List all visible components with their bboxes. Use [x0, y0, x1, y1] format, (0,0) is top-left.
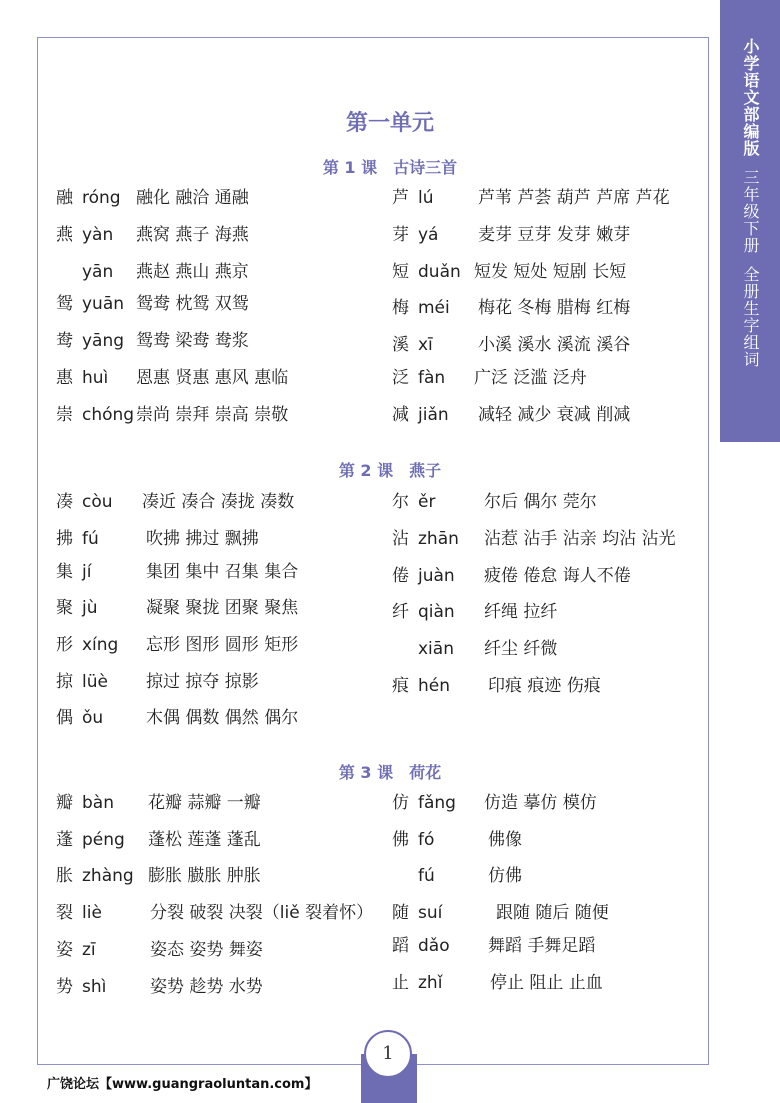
vocab-entry [56, 560, 376, 584]
vocab-char: 燕 [56, 225, 73, 245]
vocab-entry [56, 527, 376, 551]
vocab-entry [56, 791, 376, 815]
vocab-entry [56, 403, 376, 427]
vocab-words: 膨胀 臌胀 肿胀 [148, 866, 261, 886]
vocab-pinyin: fàn [418, 368, 446, 388]
page-number: 1 [364, 1030, 412, 1078]
vocab-char: 纤 [392, 602, 409, 622]
vocab-words: 纤绳 拉纤 [484, 602, 558, 622]
vocab-entry [56, 260, 376, 284]
vocab-entry [392, 828, 712, 852]
vocab-entry [392, 600, 712, 624]
vocab-entry [392, 791, 712, 815]
vocab-words: 木偶 偶数 偶然 偶尔 [146, 708, 299, 728]
vocab-pinyin: juàn [418, 566, 455, 586]
vocab-char: 止 [392, 973, 409, 993]
vocab-words: 融化 融洽 通融 [136, 188, 249, 208]
vocab-words: 停止 阻止 止血 [490, 973, 603, 993]
vocab-entry [392, 223, 712, 247]
vocab-pinyin: xī [418, 335, 433, 355]
unit-title: 第一单元 [345, 111, 434, 136]
vocab-entry [56, 901, 376, 925]
lesson-title: 第 1 课 古诗三首 [322, 158, 458, 177]
vocab-words: 集团 集中 召集 集合 [146, 562, 299, 582]
vocab-words: 忘形 图形 圆形 矩形 [146, 635, 299, 655]
vocab-pinyin: yān [82, 262, 114, 282]
vocab-pinyin: zhān [418, 529, 459, 549]
vocab-words: 纤尘 纤微 [484, 639, 558, 659]
vocab-pinyin: yuān [82, 294, 125, 314]
vocab-pinyin: qiàn [418, 602, 455, 622]
lesson-title: 第 3 课 荷花 [338, 763, 442, 782]
vocab-char: 姿 [56, 940, 73, 960]
vocab-entry [392, 260, 712, 284]
vocab-pinyin: yāng [82, 331, 125, 351]
vocab-char: 掠 [56, 672, 73, 692]
vocab-entry [56, 186, 376, 210]
vocab-char: 瓣 [56, 793, 73, 813]
vocab-char: 胀 [56, 866, 73, 886]
vocab-entry [392, 527, 712, 551]
vocab-words: 减轻 减少 衰减 削减 [478, 405, 631, 425]
vocab-entry [392, 296, 712, 320]
vocab-entry [392, 564, 712, 588]
vocab-char: 短 [392, 262, 409, 282]
vocab-entry [56, 938, 376, 962]
vocab-pinyin: jù [82, 598, 98, 618]
vocab-char: 泛 [392, 368, 409, 388]
vocab-char: 鸳 [56, 294, 73, 314]
vocab-words: 恩惠 贤惠 惠风 惠临 [136, 368, 289, 388]
vocab-pinyin: péng [82, 830, 125, 850]
vocab-words: 分裂 破裂 决裂（liě 裂着怀） [150, 903, 374, 923]
vocab-words: 吹拂 拂过 飘拂 [146, 529, 259, 549]
vocab-words: 燕赵 燕山 燕京 [136, 262, 249, 282]
vocab-words: 花瓣 蒜瓣 一瓣 [148, 793, 261, 813]
vocab-pinyin: dǎo [418, 936, 450, 956]
vocab-words: 燕窝 燕子 海燕 [136, 225, 249, 245]
vocab-pinyin: xiān [418, 639, 454, 659]
vocab-pinyin: lú [418, 188, 434, 208]
vocab-char: 凑 [56, 492, 73, 512]
vocab-words: 舞蹈 手舞足蹈 [488, 936, 596, 956]
vocab-entry [56, 670, 376, 694]
vocab-pinyin: lüè [82, 672, 108, 692]
vocab-words: 蓬松 莲蓬 蓬乱 [148, 830, 261, 850]
vocab-pinyin: shì [82, 977, 107, 997]
footer-site: 广饶论坛【www.guangraoluntan.com】 [47, 1077, 318, 1092]
vocab-char: 佛 [392, 830, 409, 850]
vocab-words: 沾惹 沾手 沾亲 均沾 沾光 [484, 529, 676, 549]
vocab-char: 拂 [56, 529, 73, 549]
vocab-pinyin: liè [82, 903, 102, 923]
lesson-title: 第 2 课 燕子 [338, 461, 442, 480]
vocab-pinyin: zhàng [82, 866, 134, 886]
vocab-words: 姿态 姿势 舞姿 [150, 940, 263, 960]
vocab-entry [56, 223, 376, 247]
vocab-entry [392, 674, 712, 698]
vocab-char: 减 [392, 405, 409, 425]
vocab-char: 倦 [392, 566, 409, 586]
vocab-entry [392, 901, 712, 925]
side-tab-topic: 全册生字组词 [741, 266, 760, 368]
vocab-pinyin: zī [82, 940, 96, 960]
vocab-pinyin: méi [418, 298, 450, 318]
vocab-entry [392, 637, 712, 661]
vocab-entry [56, 596, 376, 620]
vocab-char: 形 [56, 635, 73, 655]
vocab-char: 蓬 [56, 830, 73, 850]
vocab-char: 仿 [392, 793, 409, 813]
vocab-words: 麦芽 豆芽 发芽 嫩芽 [478, 225, 631, 245]
vocab-pinyin: ǒu [82, 708, 104, 728]
vocab-char: 沾 [392, 529, 409, 549]
vocab-entry [392, 971, 712, 995]
vocab-pinyin: fǎng [418, 793, 456, 813]
vocab-entry [392, 186, 712, 210]
vocab-entry [392, 864, 712, 888]
vocab-pinyin: zhǐ [418, 973, 443, 993]
vocab-words: 跟随 随后 随便 [496, 903, 609, 923]
vocab-words: 仿造 摹仿 模仿 [484, 793, 597, 813]
vocab-char: 痕 [392, 676, 409, 696]
vocab-entry [56, 864, 376, 888]
vocab-words: 凑近 凑合 凑拢 凑数 [142, 492, 295, 512]
vocab-pinyin: róng [82, 188, 121, 208]
vocab-char: 偶 [56, 708, 73, 728]
vocab-char: 随 [392, 903, 409, 923]
vocab-words: 仿佛 [488, 866, 522, 886]
vocab-pinyin: chóng [82, 405, 135, 425]
vocab-words: 小溪 溪水 溪流 溪谷 [478, 335, 631, 355]
vocab-entry [56, 292, 376, 316]
vocab-entry [56, 366, 376, 390]
vocab-entry [56, 490, 376, 514]
vocab-char: 集 [56, 562, 73, 582]
vocab-pinyin: bàn [82, 793, 114, 813]
vocab-char: 势 [56, 977, 73, 997]
vocab-char: 芦 [392, 188, 409, 208]
vocab-words: 鸳鸯 梁鸯 鸯浆 [136, 331, 249, 351]
vocab-pinyin: fú [82, 529, 99, 549]
vocab-words: 尔后 偶尔 莞尔 [484, 492, 597, 512]
vocab-words: 芦苇 芦荟 葫芦 芦席 芦花 [478, 188, 670, 208]
vocab-char: 崇 [56, 405, 73, 425]
vocab-words: 姿势 趁势 水势 [150, 977, 263, 997]
vocab-pinyin: suí [418, 903, 443, 923]
vocab-pinyin: duǎn [418, 262, 461, 282]
vocab-pinyin: hén [418, 676, 451, 696]
vocab-entry [392, 403, 712, 427]
vocab-char: 惠 [56, 368, 73, 388]
vocab-pinyin: fú [418, 866, 435, 886]
vocab-pinyin: fó [418, 830, 435, 850]
vocab-pinyin: jí [82, 562, 92, 582]
side-tab-grade: 三年级下册 [741, 169, 760, 254]
vocab-entry [56, 329, 376, 353]
vocab-words: 掠过 掠夺 掠影 [146, 672, 259, 692]
vocab-char: 梅 [392, 298, 409, 318]
vocab-entry [392, 934, 712, 958]
vocab-char: 溪 [392, 335, 409, 355]
vocab-char: 蹈 [392, 936, 409, 956]
vocab-words: 佛像 [488, 830, 522, 850]
vocab-words: 凝聚 聚拢 团聚 聚焦 [146, 598, 299, 618]
vocab-char: 芽 [392, 225, 409, 245]
vocab-words: 印痕 痕迹 伤痕 [488, 676, 601, 696]
vocab-char: 融 [56, 188, 73, 208]
vocab-char: 尔 [392, 492, 409, 512]
vocab-entry [56, 706, 376, 730]
vocab-char: 鸯 [56, 331, 73, 351]
vocab-char: 裂 [56, 903, 73, 923]
vocab-pinyin: xíng [82, 635, 119, 655]
vocab-words: 广泛 泛滥 泛舟 [474, 368, 587, 388]
vocab-char: 聚 [56, 598, 73, 618]
vocab-entry [56, 828, 376, 852]
vocab-pinyin: jiǎn [418, 405, 449, 425]
vocab-pinyin: yá [418, 225, 439, 245]
vocab-pinyin: yàn [82, 225, 114, 245]
vocab-words: 疲倦 倦怠 诲人不倦 [484, 566, 631, 586]
vocab-words: 鸳鸯 枕鸳 双鸳 [136, 294, 249, 314]
vocab-entry [56, 633, 376, 657]
vocab-pinyin: ěr [418, 492, 436, 512]
vocab-words: 梅花 冬梅 腊梅 红梅 [478, 298, 631, 318]
vocab-entry [56, 975, 376, 999]
vocab-pinyin: huì [82, 368, 109, 388]
vocab-words: 短发 短处 短剧 长短 [474, 262, 627, 282]
vocab-entry [392, 490, 712, 514]
vocab-entry [392, 333, 712, 357]
side-tab [720, 0, 780, 442]
side-tab-series: 小学语文部编版 [741, 38, 760, 157]
vocab-pinyin: còu [82, 492, 113, 512]
vocab-entry [392, 366, 712, 390]
vocab-words: 崇尚 崇拜 崇高 崇敬 [136, 405, 289, 425]
